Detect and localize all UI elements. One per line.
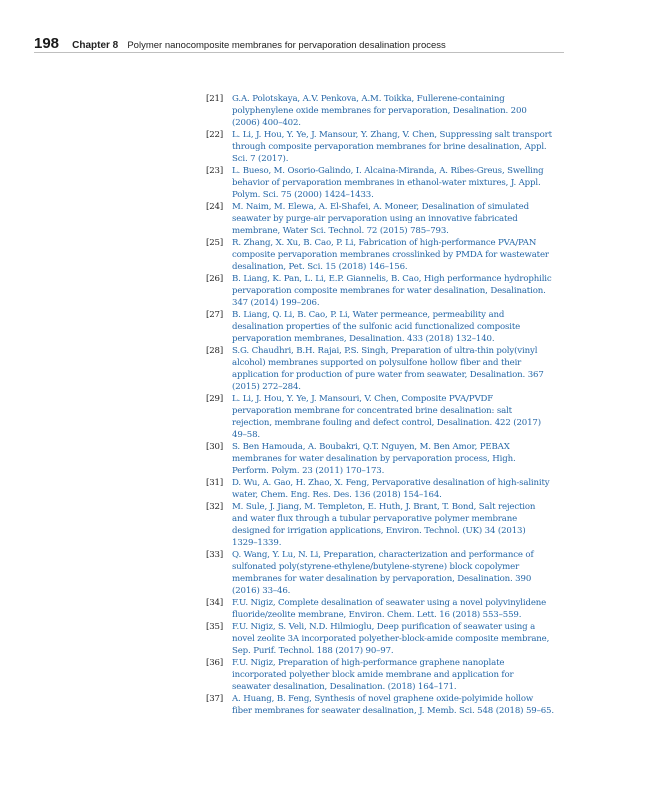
- reference-number: [27]: [206, 310, 224, 320]
- reference-number: [28]: [206, 346, 224, 356]
- reference-number: [25]: [206, 238, 224, 248]
- reference-37: [206, 693, 578, 717]
- reference-link[interactable]: L. Li, J. Hou, Y. Ye, J. Mansouri, V. Chen, Composite PVA/PVDF pervaporation membrane for concentrated brine desalination: salt rejection, membrane fouling and defect control, Desalination. 422 (2017) 49–58.: [232, 394, 541, 440]
- reference-number: [36]: [206, 658, 224, 668]
- reference-number: [33]: [206, 550, 224, 560]
- reference-link[interactable]: B. Liang, Q. Li, B. Cao, P. Li, Water permeance, permeability and desalination properties of the sulfonic acid functionalized composite pervaporation membranes, Desalination. 433 (2018) 132–140.: [232, 310, 521, 344]
- reference-32: [206, 501, 578, 549]
- reference-number: [31]: [206, 478, 224, 488]
- reference-29: [206, 393, 578, 441]
- reference-link[interactable]: M. Naim, M. Elewa, A. El-Shafei, A. Moneer, Desalination of simulated seawater by purge-air pervaporation using an innovative fabricated membrane, Water Sci. Technol. 72 (2015) 785–793.: [232, 202, 529, 236]
- reference-link[interactable]: L. Bueso, M. Osorio-Galindo, I. Alcaina-Miranda, A. Ribes-Greus, Swelling behavior of pervaporation membranes in ethanol-water mixtures, J. Appl. Polym. Sci. 75 (2000) 1424–1433.: [232, 166, 544, 200]
- reference-link[interactable]: F.U. Nigiz, Preparation of high-performance graphene nanoplate incorporated polyether block amide membrane and application for seawater desalination, Desalination. (2018) 164–171.: [232, 658, 514, 692]
- reference-number: [23]: [206, 166, 224, 176]
- reference-link[interactable]: S.G. Chaudhri, B.H. Rajai, P.S. Singh, Preparation of ultra-thin poly(vinyl alcohol) membranes supported on polysulfone hollow fiber and their application for production of pure water from seawater, Desalination. 367 (2015) 272–284.: [232, 346, 544, 392]
- reference-link[interactable]: Q. Wang, Y. Lu, N. Li, Preparation, characterization and performance of sulfonated poly(styrene-ethylene/butylene-styrene) block copolymer membranes for water desalination by pervaporation, Desalination. 390 (2016) 33–46.: [232, 550, 534, 596]
- reference-number: [35]: [206, 622, 224, 632]
- reference-27: [206, 309, 578, 345]
- page-number: 198: [34, 35, 60, 52]
- reference-21: [206, 93, 578, 129]
- reference-link[interactable]: D. Wu, A. Gao, H. Zhao, X. Feng, Pervaporative desalination of high-salinity water, Chem. Eng. Res. Des. 136 (2018) 154–164.: [232, 478, 550, 500]
- reference-28: [206, 345, 578, 393]
- reference-34: [206, 597, 578, 621]
- reference-link[interactable]: L. Li, J. Hou, Y. Ye, J. Mansour, Y. Zhang, V. Chen, Suppressing salt transport through composite pervaporation membranes for brine desalination, Appl. Sci. 7 (2017).: [232, 130, 552, 164]
- reference-link[interactable]: B. Liang, K. Pan, L. Li, E.P. Giannelis, B. Cao, High performance hydrophilic pervaporation composite membranes for water desalination, Desalination. 347 (2014) 199–206.: [232, 274, 552, 308]
- reference-list: [206, 93, 578, 717]
- reference-link[interactable]: A. Huang, B. Feng, Synthesis of novel graphene oxide-polyimide hollow fiber membranes for seawater desalination, J. Memb. Sci. 548 (2018) 59–65.: [232, 694, 554, 716]
- reference-30: [206, 441, 578, 477]
- reference-24: [206, 201, 578, 237]
- chapter-label: Chapter 8: [72, 40, 119, 51]
- reference-number: [29]: [206, 394, 224, 404]
- running-header: [34, 33, 564, 53]
- reference-link[interactable]: F.U. Nigiz, Complete desalination of seawater using a novel polyvinylidene fluoride/zeolite membrane, Environ. Chem. Lett. 16 (2018) 553–559.: [232, 598, 547, 620]
- reference-link[interactable]: F.U. Nigiz, S. Veli, N.D. Hilmioglu, Deep purification of seawater using a novel zeolite 3A incorporated polyether-block-amide composite membrane, Sep. Purif. Technol. 188 (2017) 90–97.: [232, 622, 550, 656]
- reference-link[interactable]: M. Sule, J. Jiang, M. Templeton, E. Huth, J. Brant, T. Bond, Salt rejection and water flux through a tubular pervaporative polymer membrane designed for irrigation applications, Environ. Technol. (UK) 34 (2013) 1329–1339.: [232, 502, 536, 548]
- reference-number: [32]: [206, 502, 224, 512]
- reference-number: [30]: [206, 442, 224, 452]
- reference-35: [206, 621, 578, 657]
- reference-number: [21]: [206, 94, 224, 104]
- reference-36: [206, 657, 578, 693]
- reference-number: [24]: [206, 202, 224, 212]
- reference-link[interactable]: S. Ben Hamouda, A. Boubakri, Q.T. Nguyen, M. Ben Amor, PEBAX membranes for water desalination by pervaporation process, High. Perform. Polym. 23 (2011) 170–173.: [232, 442, 516, 476]
- reference-link[interactable]: G.A. Polotskaya, A.V. Penkova, A.M. Toikka, Fullerene-containing polyphenylene oxide membranes for pervaporation, Desalination. 200 (2006) 400–402.: [232, 94, 527, 128]
- reference-23: [206, 165, 578, 201]
- reference-31: [206, 477, 578, 501]
- reference-22: [206, 129, 578, 165]
- reference-33: [206, 549, 578, 597]
- reference-25: [206, 237, 578, 273]
- reference-26: [206, 273, 578, 309]
- reference-number: [37]: [206, 694, 224, 704]
- chapter-title: Polymer nanocomposite membranes for pervaporation desalination process: [127, 40, 446, 51]
- reference-number: [22]: [206, 130, 224, 140]
- reference-link[interactable]: R. Zhang, X. Xu, B. Cao, P. Li, Fabrication of high-performance PVA/PAN composite pervaporation membranes crosslinked by PMDA for wastewater desalination, Pet. Sci. 15 (2018) 146–156.: [232, 238, 549, 272]
- reference-number: [26]: [206, 274, 224, 284]
- reference-number: [34]: [206, 598, 224, 608]
